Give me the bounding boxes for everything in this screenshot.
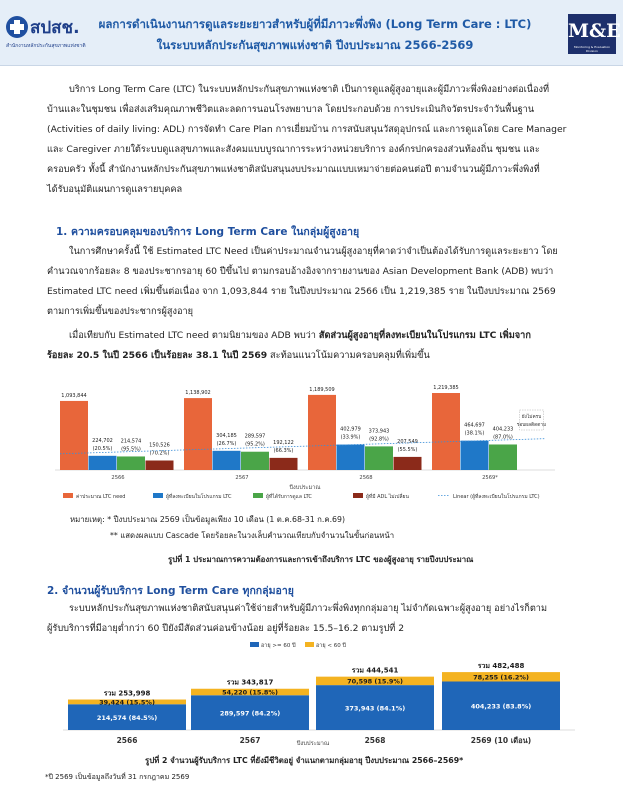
legend-label: ผู้ที่ลงทะเบียนในโปรแกรม LTC (166, 494, 232, 500)
section-1-heading: 1. ความครอบคลุมของบริการ Long Term Care ในกลุ่มผู้สูงอายุ (56, 226, 360, 238)
data-label: 39,424 (15.5%) (99, 698, 155, 707)
pct-label: (92.8%) (369, 436, 389, 443)
legend-swatch (153, 493, 163, 498)
s1-line: Estimated LTC need เพิ่มขึ้นต่อเนื่อง จาก 1,093,844 ราย ในปีงบประมาณ 2566 เป็น 1,219,385 ราย ในปีงบประมาณ 2569 (47, 286, 556, 297)
total-label: รวม 253,998 (103, 689, 151, 698)
chart1-footnote-1: หมายเหตุ: * ปีงบประมาณ 2569 เป็นข้อมูลเพียง 10 เดือน (1 ต.ค.68-31 ก.ค.69) (70, 515, 346, 524)
data-label: 402,979 (340, 426, 361, 433)
pct-label: (70.2%) (149, 450, 170, 457)
s1-line: ในการศึกษาครั้งนี้ ใช้ Estimated LTC Need เป็นค่าประมาณจำนวนผู้สูงอายุที่คาดว่าจำเป็นต้องได้รับการดูแลระยะยาว โดย (69, 246, 558, 257)
pct-label: (20.5%) (92, 445, 113, 452)
pct-label: (95.5%) (121, 446, 141, 453)
me-logo-subtext: Monitoring & Evaluation Division (573, 45, 611, 53)
pct-label: (26.7%) (216, 440, 237, 447)
data-label: 404,233 (83.8%) (470, 702, 532, 711)
pct-label: (87.0%) (493, 434, 513, 441)
total-label: รวม 482,488 (477, 662, 525, 671)
bar (213, 451, 241, 470)
s1-p2-normal-2: สะท้อนแนวโน้มความครอบคลุมที่เพิ่มขึ้น (267, 350, 430, 361)
logo-subtext: สำนักงานหลักประกันสุขภาพแห่งชาติ (6, 43, 86, 49)
data-label: 289,597 (84.2%) (219, 709, 281, 718)
data-label: 373,943 (368, 428, 390, 435)
intro-paragraph (47, 80, 595, 200)
logo-text: สปสช. (30, 18, 80, 38)
s1-p2-bold: สัดส่วนผู้สูงอายุที่ลงทะเบียนในโปรแกรม LTC เพิ่มจาก (318, 330, 531, 341)
bar (461, 441, 489, 470)
legend-swatch (253, 493, 263, 498)
legend-label: ผู้ที่มี ADL ไม่เปลี่ยน (366, 494, 409, 500)
page-header (0, 0, 623, 66)
intro-line: และ Caregiver ภายใต้ระบบดูแลสุขภาพและสังคมแบบบูรณาการระหว่างหน่วยบริการ องค์กรปกครองส่วนท้องถิ่น ชุมชน และ (47, 144, 540, 155)
tick-label: 2567 (239, 736, 261, 745)
data-label: 207,549 (397, 438, 418, 445)
bar (117, 456, 145, 470)
data-label: 214,574 (120, 438, 142, 445)
data-label: 289,597 (244, 433, 266, 440)
data-label: 224,702 (92, 437, 113, 444)
s1-line: คำนวณจากร้อยละ 8 ของประชากรอายุ 60 ปีขึ้นไป ตามกรอบอ้างอิงจากรายงานของ Asian Development Bank (ADB) พบว่า (47, 266, 554, 277)
data-label: 214,574 (84.5%) (96, 714, 158, 723)
pct-label: (95.2%) (245, 441, 265, 448)
tick-label: 2566 (116, 736, 138, 745)
legend-label: อายุ < 60 ปี (316, 643, 346, 649)
title-line-2: ในระบบหลักประกันสุขภาพแห่งชาติ ปีงบประมาณ 2566-2569 (156, 38, 474, 52)
bar (337, 445, 365, 470)
ltc-age-group-chart (55, 640, 600, 752)
chart1-caption: รูปที่ 1 ประมาณการความต้องการและการเข้าถึงบริการ LTC ของผู้สูงอายุ รายปีงบประมาณ (168, 555, 474, 564)
legend-swatch (250, 642, 259, 647)
data-label: 1,219,385 (433, 385, 459, 392)
legend-label: ผู้ที่ได้รับการดูแล LTC (266, 494, 312, 500)
bar (489, 444, 517, 470)
pct-label: (38.1%) (464, 430, 485, 437)
bar (270, 458, 298, 470)
pct-label: (66.3%) (273, 447, 294, 454)
data-label: 1,093,844 (61, 392, 87, 399)
intro-line: บริการ Long Term Care (LTC) ในระบบหลักประกันสุขภาพแห่งชาติ เป็นการดูแลผู้สูงอายุและผู้มีภาวะพึ่งพิงอย่างต่อเนื่องที่ (69, 84, 550, 95)
total-label: รวม 444,541 (351, 666, 399, 675)
data-label: 70,598 (15.9%) (347, 677, 403, 686)
bar (241, 452, 269, 470)
me-logo (568, 14, 621, 54)
data-label: 54,220 (15.8%) (222, 688, 278, 697)
bar (365, 446, 393, 470)
data-label: 1,138,902 (185, 390, 211, 397)
nhso-logo (6, 10, 86, 56)
data-label: 404,233 (492, 426, 514, 433)
total-label: รวม 343,817 (226, 678, 274, 687)
intro-line: ครอบครัว ทั้งนี้ สำนักงานหลักประกันสุขภาพแห่งชาติสนับสนุนงบประมาณแบบเหมาจ่ายต่อคนต่อปี ตามจำนวนผู้มีภาวะพึ่งพิงที่ (47, 164, 540, 175)
legend-label: Linear (ผู้ที่ลงทะเบียนในโปรแกรม LTC) (453, 494, 540, 500)
legend-label: อายุ >= 60 ปี (261, 643, 296, 649)
section-1-paragraph-1 (47, 242, 595, 322)
me-logo-text: M&E (568, 20, 621, 42)
bar (89, 456, 117, 470)
pct-label: (33.9%) (340, 434, 361, 441)
title-line-1: ผลการดำเนินงานการดูแลระยะยาวสำหรับผู้ที่มีภาวะพึ่งพิง (Long Term Care : LTC) (98, 17, 532, 31)
legend-label: ค่าประมาณ LTC need (76, 494, 126, 500)
data-label: 78,255 (16.2%) (473, 673, 529, 682)
tick-label: 2569* (482, 475, 498, 481)
chart1-footnote-2: ** แสดงผลแบบ Cascade โดยร้อยละในวงเล็บคำนวณเทียบกับจำนวนในขั้นก่อนหน้า (110, 531, 395, 540)
s1-p2-normal: เมื่อเทียบกับ Estimated LTC need ตามนิยามของ ADB พบว่า (69, 330, 319, 341)
section-2-heading: 2. จำนวนผู้รับบริการ Long Term Care ทุกกลุ่มอายุ (47, 585, 294, 597)
data-label: 373,943 (84.1%) (344, 704, 406, 713)
page-title (80, 14, 550, 56)
legend-swatch (63, 493, 73, 498)
bar (146, 460, 174, 470)
tick-label: 2567 (235, 475, 249, 481)
data-label: 1,189,509 (309, 386, 335, 393)
tick-label: 2566 (111, 475, 125, 481)
s1-p2-bold-2: ร้อยละ 20.5 ในปี 2566 เป็นร้อยละ 38.1 ในปี 2569 (47, 350, 268, 361)
legend-swatch (353, 493, 363, 498)
tick-label: 2569 (10 เดือน) (470, 736, 532, 745)
data-label: 304,185 (216, 432, 237, 439)
cross-icon (6, 16, 28, 38)
intro-line: บ้านและในชุมชน เพื่อส่งเสริมคุณภาพชีวิตและลดการนอนโรงพยาบาล โดยประกอบด้วย การประเมินกิจวัตรประจำวันพื้นฐาน (47, 104, 535, 115)
intro-line: (Activities of daily living: ADL) การจัดทำ Care Plan การเยี่ยมบ้าน การสนับสนุนวัสดุอุปกรณ์ และการดูแลโดย Care Manager (47, 124, 567, 135)
bar (394, 457, 422, 470)
s1-line: ตามการเพิ่มขึ้นของประชากรผู้สูงอายุ (47, 306, 194, 317)
bar (60, 401, 88, 470)
data-label: 150,526 (149, 442, 170, 449)
bar (184, 398, 212, 470)
pct-label: (55.5%) (397, 446, 418, 453)
intro-line: ได้รับอนุมัติแผนการดูแลรายบุคคล (47, 184, 183, 195)
data-label: 464,697 (464, 422, 485, 429)
tick-label: 2568 (359, 475, 373, 481)
chart2-caption: รูปที่ 2 จำนวนผู้รับบริการ LTC ที่ยังมีชีวิตอยู่ จำแนกตามกลุ่มอายุ ปีงบประมาณ 2566–2569* (145, 756, 464, 765)
bar (432, 393, 460, 470)
chart2-footnote: *ปี 2569 เป็นข้อมูลถึงวันที่ 31 กรกฎาคม 2569 (45, 773, 190, 781)
tick-label: 2568 (364, 736, 386, 745)
s2-line: ผู้รับบริการที่มีอายุต่ำกว่า 60 ปียังมีสัดส่วนค่อนข้างน้อย อยู่ที่ร้อยละ 15.5–16.2 ตามรูปที่ 2 (47, 623, 405, 634)
x-axis-label: ปีงบประมาณ (296, 741, 330, 747)
no-data-note: ยังไม่ครบ (521, 415, 542, 420)
ltc-coverage-chart (55, 372, 600, 512)
section-1-paragraph-2 (47, 326, 595, 366)
bar (308, 395, 336, 470)
legend-swatch (305, 642, 314, 647)
s2-line: ระบบหลักประกันสุขภาพแห่งชาติสนับสนุนค่าใช้จ่ายสำหรับผู้มีภาวะพึ่งพิงทุกกลุ่มอายุ ไม่จำกัดเฉพาะผู้สูงอายุ อย่างไรก็ตาม (69, 603, 548, 614)
x-axis-label: ปีงบประมาณ (289, 485, 321, 491)
section-2-paragraph (47, 599, 595, 639)
no-data-note: รอบผลติดตาม (516, 423, 547, 428)
data-label: 192,122 (273, 439, 294, 446)
